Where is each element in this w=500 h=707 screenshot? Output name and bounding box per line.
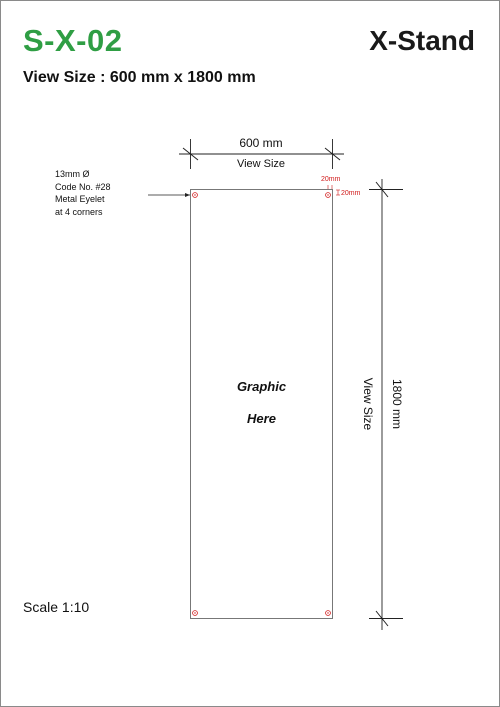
width-dimension-value: 600 mm (239, 136, 283, 150)
eyelet-note-line: Code No. #28 (55, 181, 111, 192)
eyelet-note-line: Metal Eyelet (55, 194, 105, 204)
banner-outline (191, 190, 333, 619)
height-dimension-label: View Size (361, 377, 375, 431)
eyelet-offset-vertical: 20mm (341, 190, 361, 197)
width-dimension-label: View Size (236, 158, 286, 170)
product-code: S-X-02 (23, 23, 123, 58)
eyelet-bottom-left-icon (193, 611, 198, 616)
eyelet-offset-horizontal: 20mm (321, 176, 341, 183)
eyelet-top-right-icon (326, 193, 331, 198)
eyelet-note (55, 168, 111, 218)
graphic-placeholder-line2: Here (247, 411, 276, 426)
scale-label: Scale 1:10 (23, 599, 90, 615)
eyelet-top-left-icon (193, 193, 198, 198)
graphic-placeholder-line1: Graphic (236, 379, 287, 394)
eyelet-note-line: 13mm Ø (55, 169, 90, 179)
eyelet-note-line: at 4 corners (55, 206, 103, 217)
eyelet-leader-arrow (185, 193, 190, 197)
product-name: X-Stand (369, 25, 475, 56)
height-dimension-value: 1800 mm (390, 378, 404, 430)
eyelet-bottom-right-icon (326, 611, 331, 616)
view-size-title: View Size : 600 mm x 1800 mm (23, 69, 256, 86)
